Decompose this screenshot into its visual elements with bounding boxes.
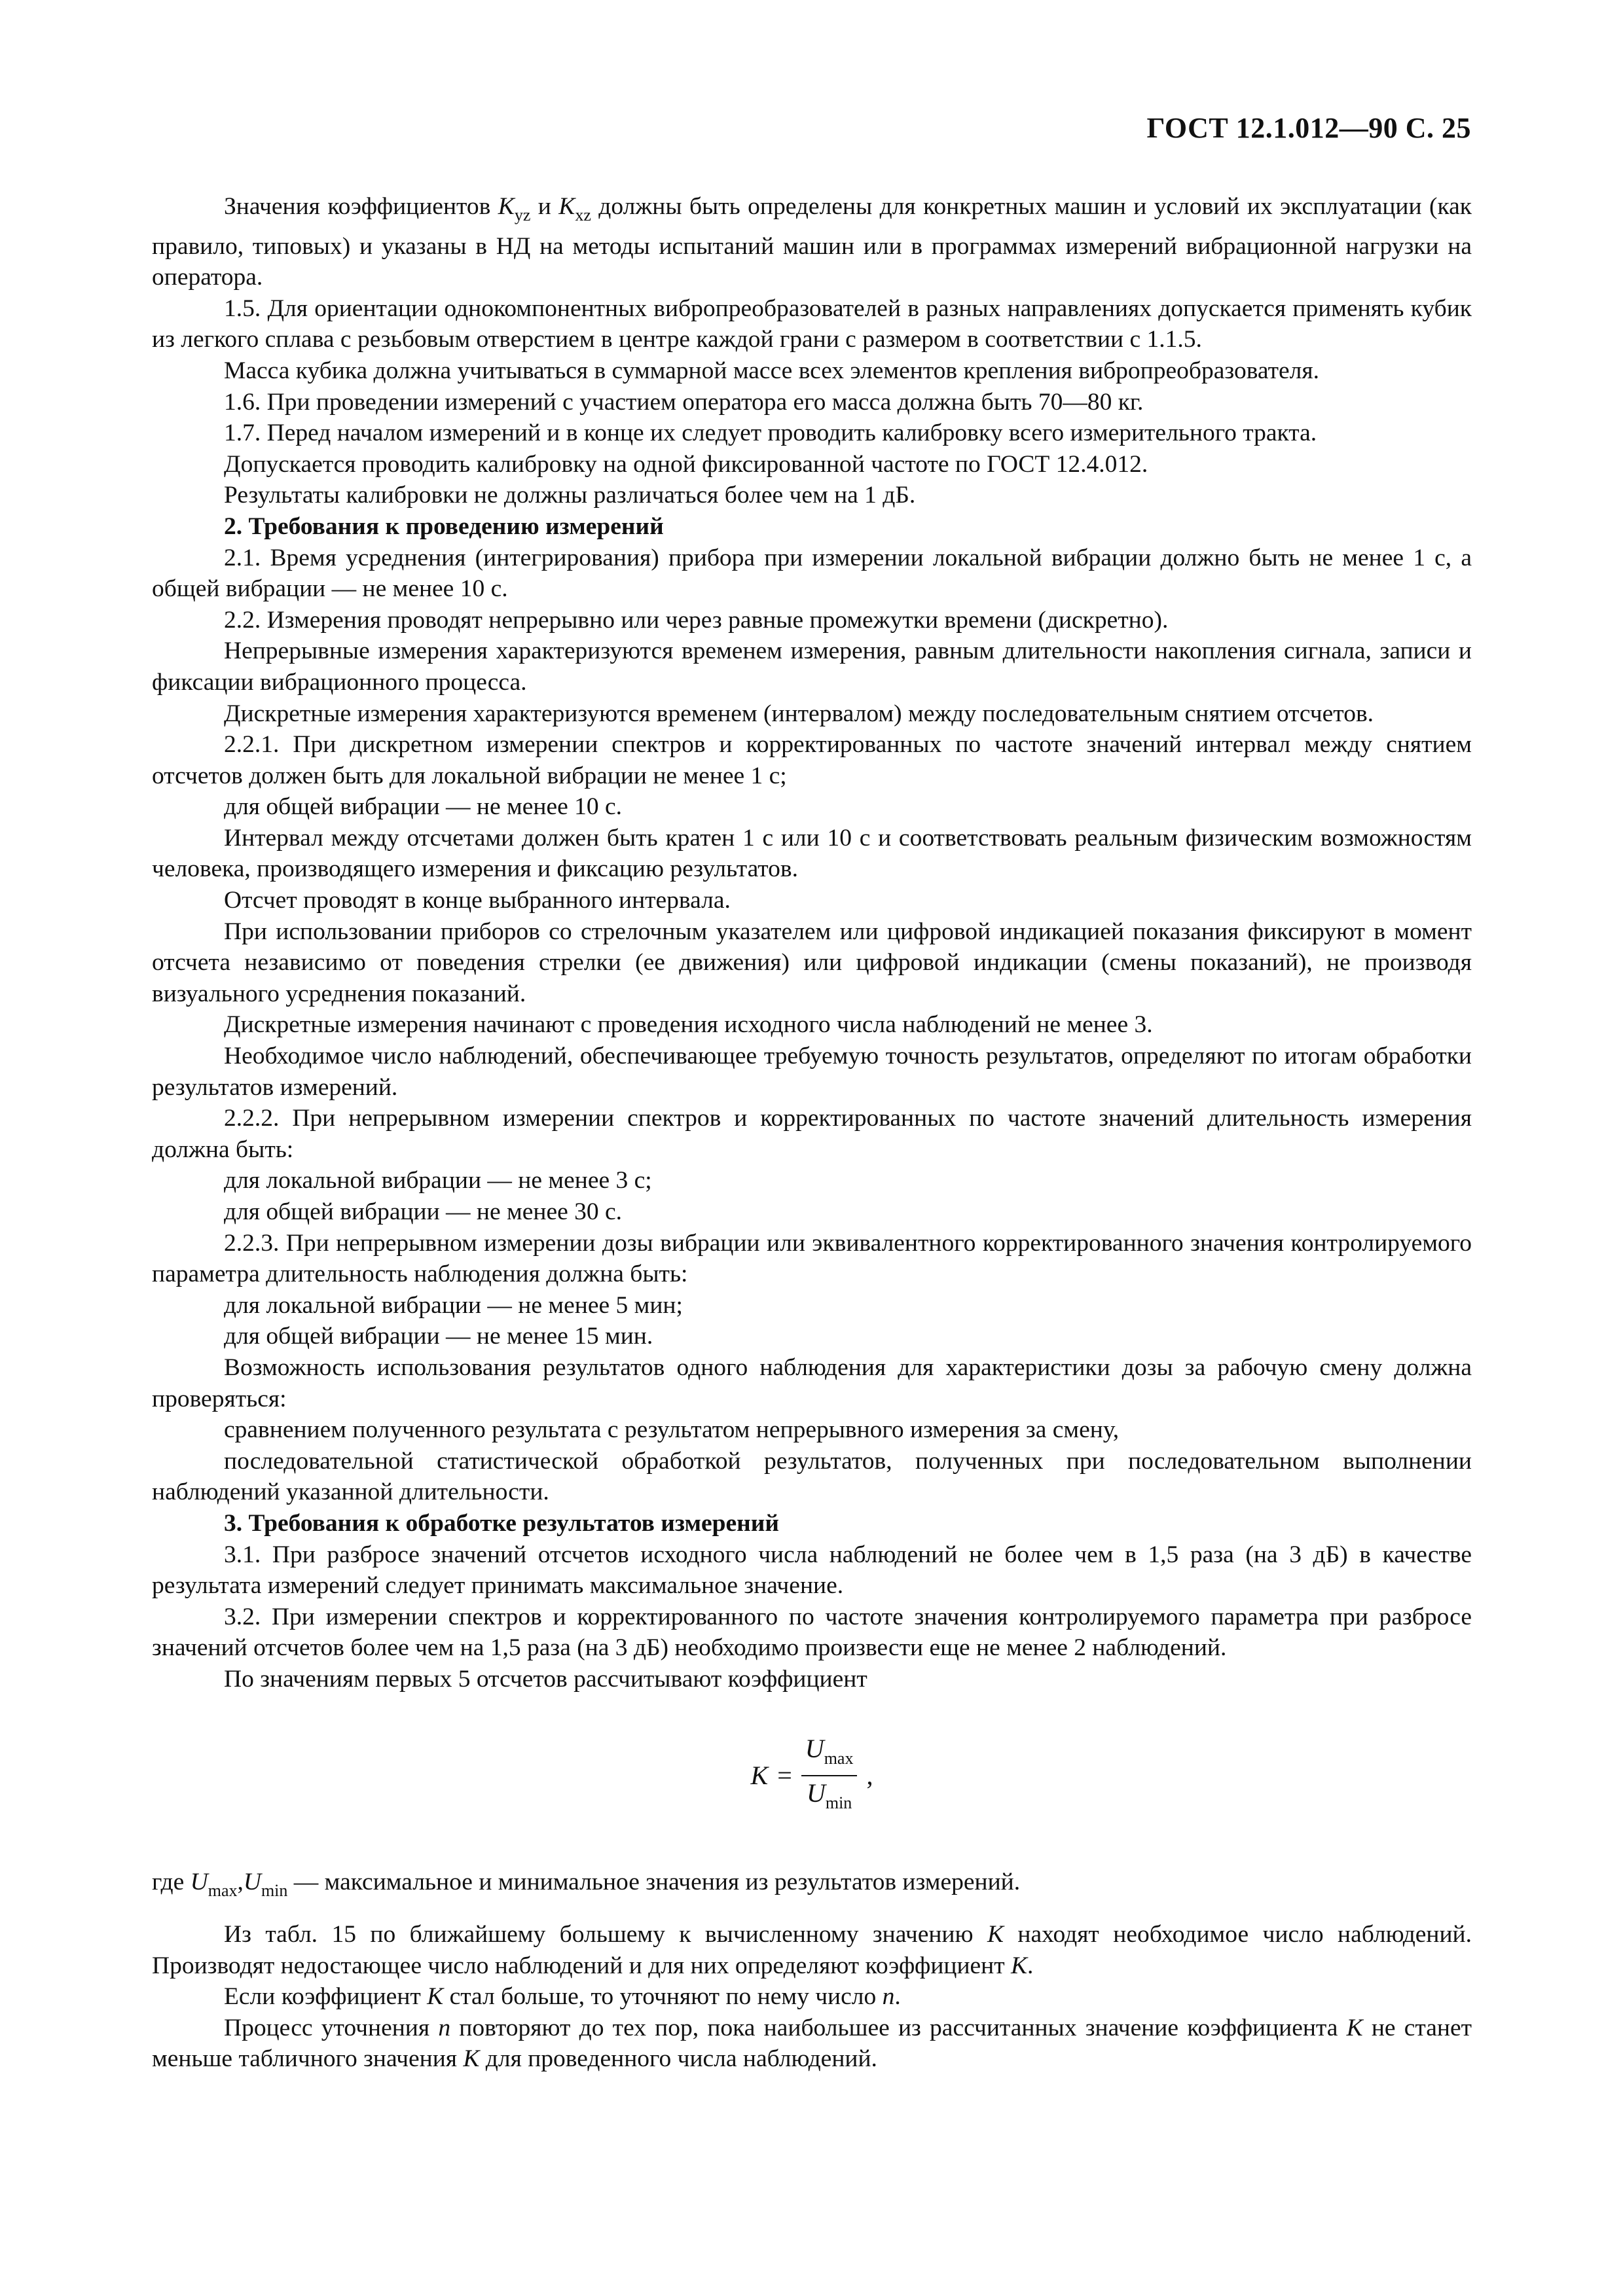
paragraph-coefficients (152, 191, 1472, 293)
paragraph-where (152, 1867, 1472, 1907)
paragraph-interval: Интервал между отсчетами должен быть кратен 1 с или 10 с и соответствовать реальным физическим возможностям человека, производящего измерения и фиксацию результатов. (152, 824, 1472, 883)
formula-numerator (801, 1732, 858, 1776)
paragraph-2-2-3: 2.2.3. При непрерывном измерении дозы вибрации или эквивалентного корректированного значения контролируемого параметра длительность наблюдения должна быть: (152, 1229, 1472, 1288)
paragraph-2-2-1: 2.2.1. При дискретном измерении спектров и корректированных по частоте значений интервал между снятием отсчетов должен быть для локальной вибрации не менее 1 с; (152, 731, 1472, 789)
paragraph-general-vibration-10s: для общей вибрации — не менее 10 с. (224, 793, 623, 821)
paragraph-comparison: сравнением полученного результата с результатом непрерывного измерения за смену, (224, 1416, 1120, 1444)
text-run: не станет меньше табличного значения (152, 2014, 1472, 2073)
formula-expression (751, 1732, 873, 1820)
paragraph-2-2-2: 2.2.2. При непрерывном измерении спектров и корректированных по частоте значений длительность измерения должна быть: (152, 1105, 1472, 1163)
paragraph-table-15 (152, 1919, 1472, 1981)
paragraph-if-k-larger (152, 1981, 1472, 2013)
paragraph-required-observations: Необходимое число наблюдений, обеспечивающее требуемую точность результатов, определяют по итогам обработки результатов измерений. (152, 1043, 1472, 1101)
text-run: для проведенного числа наблюдений. (479, 2045, 877, 2073)
paragraph-1-7: 1.7. Перед началом измерений и в конце их следует проводить калибровку всего измерительного тракта. (224, 420, 1317, 447)
paragraph-local-3s: для локальной вибрации — не менее 3 с; (224, 1167, 652, 1194)
text-run: — максимальное и минимальное значения из результатов измерений. (287, 1868, 1021, 1895)
paragraph-instruments: При использовании приборов со стрелочным указателем или цифровой индикацией показания фиксируют в момент отсчета независимо от поведения стрелки (ее движения) или цифровой индикации (смены показаний), не производя визуального усреднения показаний. (152, 918, 1472, 1007)
text-run: и (530, 193, 559, 220)
paragraph-3-2: 3.2. При измерении спектров и корректированного по частоте значения контролируемого параметра при разбросе значений отсчетов более чем на 1,5 раза (на 3 дБ) необходимо произвести еще не менее 2 наблюдений. (152, 1603, 1472, 1662)
formula-comma: , (866, 1761, 873, 1791)
text-run: Если коэффициент (224, 1983, 428, 2011)
text-run: должны быть определены для конкретных машин и условий их эксплуатации (как правило, типовых) и указаны в НД на методы испытаний машин или в программах измерений вибрационной нагрузки на оператора. (152, 193, 1472, 291)
text-run: . (894, 1983, 901, 2011)
paragraph-local-5min: для локальной вибрации — не менее 5 мин; (224, 1291, 683, 1319)
section-heading-2: 2. Требования к проведению измерений (224, 512, 664, 540)
subscript: yz (514, 206, 531, 224)
paragraph-continuous: Непрерывные измерения характеризуются временем измерения, равным длительности накопления сигнала, записи и фиксации вибрационного процесса. (152, 637, 1472, 696)
text-run: находят необходимое число наблюдений. Производят недостающее число наблюдений и для них определяют коэффициент (152, 1921, 1472, 1979)
var-k: K (1346, 2014, 1363, 2041)
var-k: K (558, 193, 575, 220)
paragraph-1-6: 1.6. При проведении измерений с участием оператора его масса должна быть 70—80 кг. (224, 388, 1144, 416)
paragraph-sequential-processing: последовательной статистической обработкой результатов, полученных при последовательном выполнении наблюдений указанной длительности. (152, 1447, 1472, 1506)
var-k: K (463, 2045, 480, 2073)
text-run: . (1027, 1952, 1034, 1979)
paragraph-refinement (152, 2013, 1472, 2075)
text-run: Процесс уточнения (224, 2014, 439, 2041)
text-run: , (237, 1868, 244, 1895)
formula-equals: = (777, 1761, 792, 1791)
subscript: xz (575, 206, 591, 224)
document-body (152, 191, 1472, 2075)
formula-denominator (803, 1776, 856, 1820)
paragraph-reading: Отсчет проводят в конце выбранного интервала. (224, 887, 731, 914)
paragraph-1-5: 1.5. Для ориентации однокомпонентных вибропреобразователей в разных направлениях допускается применять кубик из легкого сплава с резьбовым отверстием в центре каждой грани с размером в соответствии с 1.1.5. (152, 295, 1472, 353)
paragraph-single-observation: Возможность использования результатов одного наблюдения для характеристики дозы за рабочую смену должна проверяться: (152, 1354, 1472, 1412)
var-k: K (987, 1921, 1004, 1948)
formula-lhs: K (750, 1761, 769, 1791)
paragraph-2-1: 2.1. Время усреднения (интегрирования) прибора при измерении локальной вибрации должно быть не менее 1 с, а общей вибрации — не менее 10 с. (152, 544, 1472, 603)
text-run: Значения коэффициентов (224, 193, 498, 220)
paragraph-general-15min: для общей вибрации — не менее 15 мин. (224, 1323, 653, 1350)
var-n: n (438, 2014, 451, 2041)
paragraph-calibration: Допускается проводить калибровку на одной фиксированной частоте по ГОСТ 12.4.012. (224, 450, 1148, 478)
text-run: Из табл. 15 по ближайшему большему к вычисленному значению (224, 1921, 987, 1948)
text-run: повторяют до тех пор, пока наибольшее из рассчитанных значение коэффициента (450, 2014, 1347, 2041)
paragraph-discrete: Дискретные измерения характеризуются временем (интервалом) между последовательным снятием отсчетов. (224, 700, 1374, 727)
var-u: U (243, 1868, 261, 1895)
page-header: ГОСТ 12.1.012—90 С. 25 (1146, 112, 1471, 144)
subscript-min: min (825, 1793, 852, 1813)
var-k: K (427, 1983, 444, 2011)
paragraph-general-30s: для общей вибрации — не менее 30 с. (224, 1198, 623, 1225)
paragraph-2-2: 2.2. Измерения проводят непрерывно или через равные промежутки времени (дискретно). (224, 606, 1169, 634)
var-k: K (498, 193, 515, 220)
var-u: U (806, 1778, 826, 1808)
spacer (152, 1906, 1472, 1919)
subscript-max: max (208, 1880, 238, 1900)
paragraph-first-5-readings: По значениям первых 5 отсчетов рассчитывают коэффициент (224, 1665, 867, 1693)
paragraph-calibration-results: Результаты калибровки не должны различаться более чем на 1 дБ. (224, 482, 916, 509)
subscript-max: max (824, 1748, 854, 1768)
paragraph-initial-observations: Дискретные измерения начинают с проведения исходного числа наблюдений не менее 3. (224, 1011, 1153, 1039)
subscript-min: min (261, 1880, 288, 1900)
paragraph-cube-mass: Масса кубика должна учитываться в суммарной массе всех элементов крепления вибропреобразователя. (224, 357, 1319, 384)
formula-fraction (801, 1732, 858, 1820)
text-run: стал больше, то уточняют по нему число (443, 1983, 883, 2011)
text-run: где (152, 1868, 191, 1895)
paragraph-3-1: 3.1. При разбросе значений отсчетов исходного числа наблюдений не более чем в 1,5 раза (на 3 дБ) в качестве результата измерений следует принимать максимальное значение. (152, 1541, 1472, 1600)
section-heading-3: 3. Требования к обработке результатов измерений (224, 1509, 779, 1537)
var-k: K (1011, 1952, 1028, 1979)
var-u: U (190, 1868, 208, 1895)
var-u: U (805, 1733, 824, 1763)
formula-k (152, 1732, 1472, 1830)
var-n: n (882, 1983, 895, 2011)
